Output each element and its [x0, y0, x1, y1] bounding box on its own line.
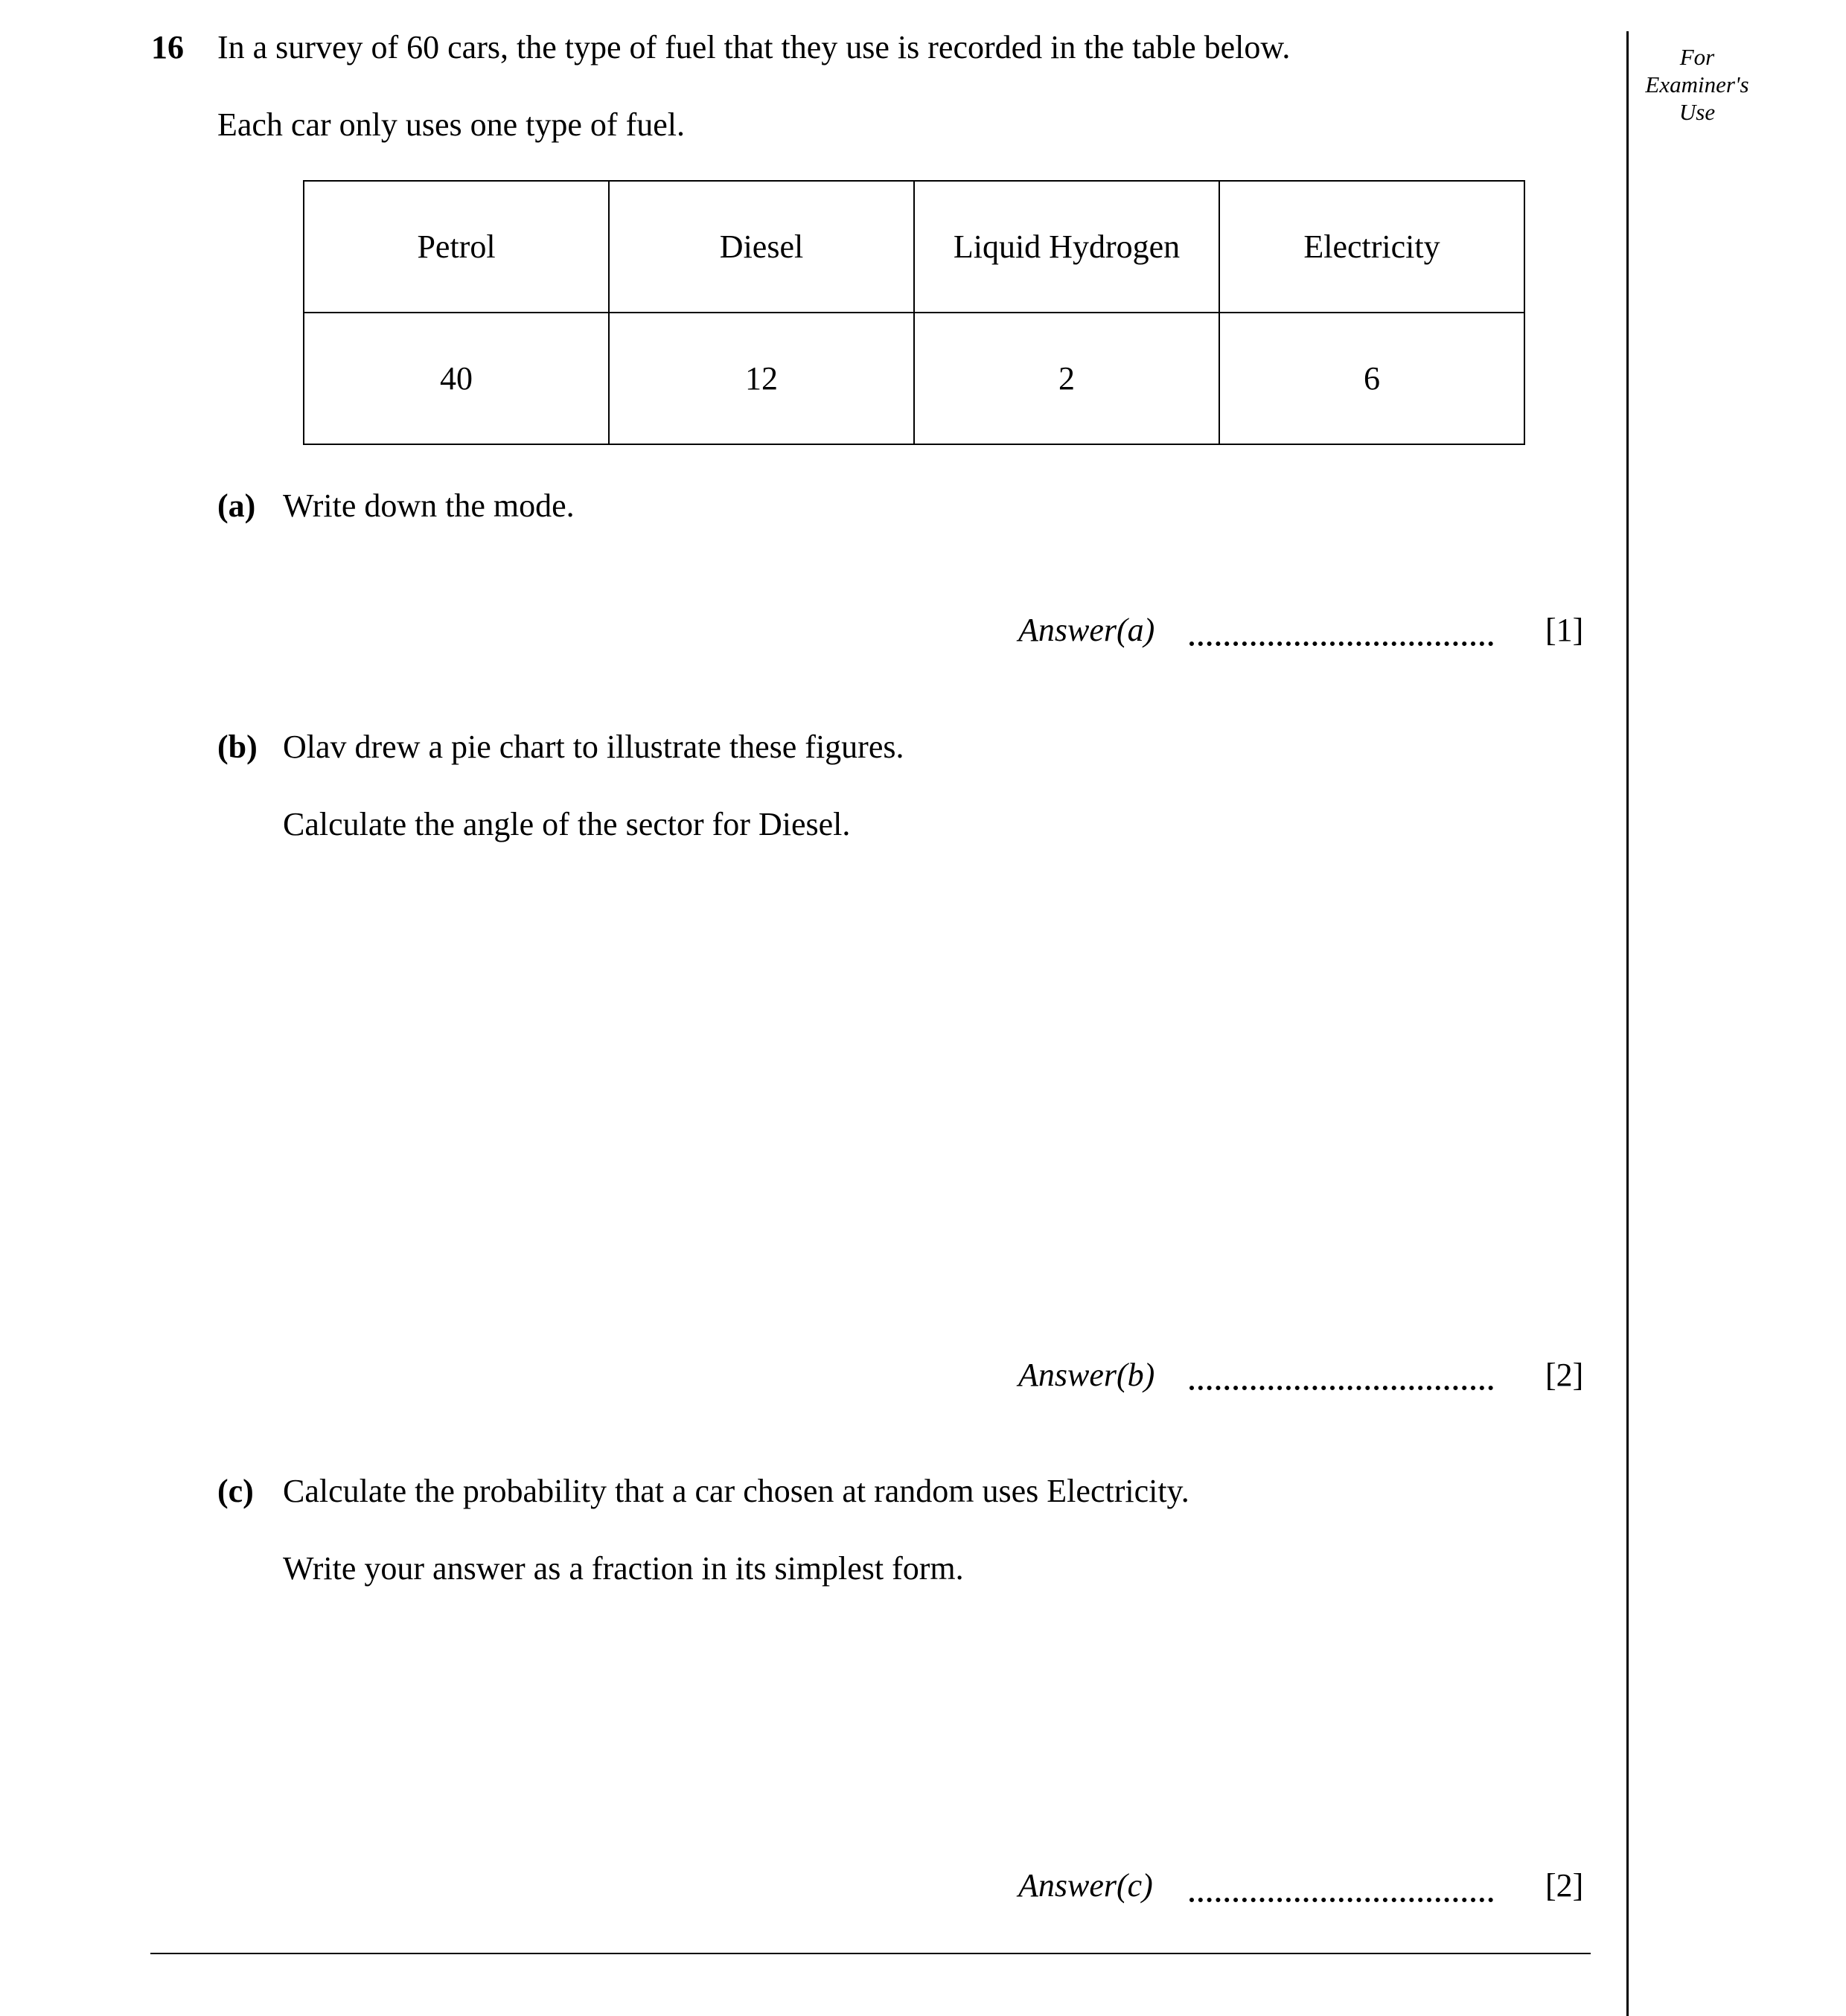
answer-a-field[interactable]	[1189, 641, 1493, 646]
part-a-label: (a)	[217, 487, 256, 524]
part-a-text: Write down the mode.	[283, 487, 575, 524]
header-petrol: Petrol	[304, 181, 609, 313]
examiner-line-2: Examiner's	[1645, 71, 1749, 97]
answer-c-label: Answer(c)	[1018, 1867, 1153, 1904]
value-liquid-hydrogen: 2	[914, 313, 1219, 444]
table-header-row	[304, 181, 1524, 313]
question-number: 16	[151, 29, 184, 65]
question-intro: In a survey of 60 cars, the type of fuel that they use is recorded in the table below.	[217, 29, 1291, 65]
question-note: Each car only uses one type of fuel.	[217, 106, 685, 143]
examiner-line-3: Use	[1679, 99, 1716, 125]
answer-a-label: Answer(a)	[1018, 612, 1155, 648]
header-electricity: Electricity	[1219, 181, 1524, 313]
examiner-use-label	[1638, 43, 1757, 126]
part-b-marks: [2]	[1545, 1357, 1584, 1393]
answer-b-label: Answer(b)	[1018, 1357, 1155, 1393]
header-liquid-hydrogen: Liquid Hydrogen	[914, 181, 1219, 313]
part-b-text-1: Olav drew a pie chart to illustrate these figures.	[283, 729, 904, 765]
answer-c-field[interactable]	[1189, 1898, 1493, 1902]
part-c-label: (c)	[217, 1473, 254, 1509]
part-c-marks: [2]	[1545, 1867, 1584, 1904]
fuel-table	[303, 180, 1525, 445]
answer-b-field[interactable]	[1189, 1386, 1493, 1390]
part-c-text-1: Calculate the probability that a car chosen at random uses Electricity.	[283, 1473, 1189, 1509]
header-diesel: Diesel	[609, 181, 914, 313]
bottom-rule	[150, 1953, 1591, 1954]
examiner-line-1: For	[1679, 44, 1715, 70]
value-diesel: 12	[609, 313, 914, 444]
part-c-text-2: Write your answer as a fraction in its simplest form.	[283, 1550, 964, 1587]
part-b-text-2: Calculate the angle of the sector for Diesel.	[283, 806, 851, 842]
value-petrol: 40	[304, 313, 609, 444]
examiner-margin-rule	[1626, 31, 1629, 2016]
part-a-marks: [1]	[1545, 612, 1584, 648]
value-electricity: 6	[1219, 313, 1524, 444]
table-value-row	[304, 313, 1524, 444]
part-b-label: (b)	[217, 729, 258, 765]
